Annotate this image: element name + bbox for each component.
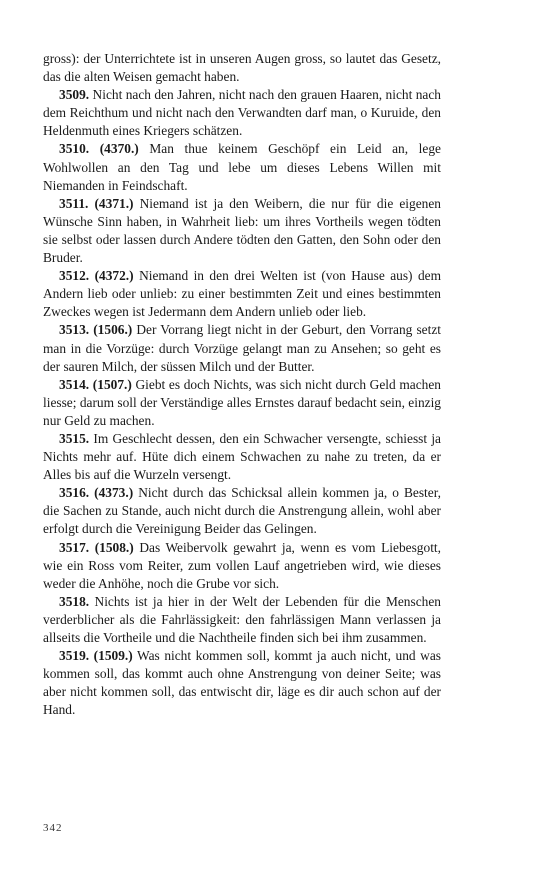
- verse-paragraph: [43, 539, 441, 593]
- verse-paragraph: [43, 140, 441, 194]
- verse-text: Im Geschlecht dessen, den ein Schwacher versengte, schiesst ja Nichts mehr auf. Hüte dich einem Schwachen zu nahe zu treten, da er Alles bis auf die Wurzeln versengt.: [43, 430, 441, 483]
- verse-text: Giebt es doch Nichts, was sich nicht durch Geld machen liesse; darum soll der Verständige alles Ernstes darauf bedacht sein, einzig nur Geld zu machen.: [43, 376, 441, 428]
- verse-text: Was nicht kommen soll, kommt ja auch nicht, und was kommen soll, das kommt auch ohne Anstrengung von deiner Seite; was aber nicht kommen soll, das entwischt dir, läge es dir auch schon auf der Hand.: [43, 648, 441, 718]
- verse-number: 3514. (1507.): [59, 376, 132, 392]
- continuation-paragraph: gross): der Unterrichtete ist in unseren Augen gross, so lautet das Gesetz, das die alten Weisen gemacht haben.: [43, 51, 441, 85]
- verse-paragraph: [43, 195, 441, 267]
- text-block: [43, 50, 441, 719]
- verse-list: [43, 86, 441, 719]
- verse-paragraph: [43, 593, 441, 647]
- verse-paragraph: [43, 376, 441, 430]
- verse-number: 3517. (1508.): [59, 539, 134, 555]
- verse-text: Das Weibervolk gewahrt ja, wenn es vom Liebesgott, wie ein Ross vom Reiter, zum vollen Lauf angetrieben wird, wie dieses weder die Anhöhe, noch die Grube vor sich.: [43, 539, 441, 591]
- verse-paragraph: [43, 430, 441, 484]
- verse-number: 3519. (1509.): [59, 648, 133, 664]
- verse-paragraph: [43, 647, 441, 719]
- verse-paragraph: [43, 267, 441, 321]
- verse-number: 3511. (4371.): [59, 195, 134, 211]
- verse-number: 3515.: [59, 430, 90, 446]
- verse-text: Niemand in den drei Welten ist (von Hause aus) dem Andern lieb oder unlieb: zu einer bestimmten Zeit und eines bestimmten Zweckes wegen ist Jedermann dem Andern unlieb oder lieb.: [43, 268, 441, 320]
- verse-paragraph: [43, 86, 441, 140]
- verse-text: Nicht durch das Schicksal allein kommen ja, o Bester, die Sachen zu Stande, auch nicht durch die Anstrengung allein, wohl aber erfolgt durch die Vereinigung Beider das Gelingen.: [43, 485, 441, 537]
- verse-text: Man thue keinem Geschöpf ein Leid an, lege Wohlwollen an den Tag und lebe um dieses Lebens Willen mit Niemanden in Feindschaft.: [43, 141, 441, 193]
- verse-number: 3513. (1506.): [59, 322, 133, 338]
- verse-number: 3510. (4370.): [59, 141, 139, 157]
- verse-text: Der Vorrang liegt nicht in der Geburt, den Vorrang setzt man in die Vorzüge: durch Vorzüge gelangt man zu Ansehen; so geht es der sauren Milch, der süssen Milch und der Butter.: [43, 322, 441, 374]
- verse-text: Nicht nach den Jahren, nicht nach den grauen Haaren, nicht nach dem Reichthum und nicht nach den Verwandten darf man, o Kuruide, den Heldenmuth eines Kriegers schätzen.: [43, 87, 441, 139]
- verse-text: Niemand ist ja den Weibern, die nur für die eigenen Wünsche Sinn haben, in Wahrheit lieb: um ihres Vortheils wegen tödten sie selbst oder lassen durch Andere tödten den Gatten, den Sohn oder den Bruder.: [43, 195, 441, 266]
- verse-number: 3516. (4373.): [59, 485, 134, 501]
- verse-number: 3512. (4372.): [59, 268, 134, 284]
- verse-paragraph: [43, 484, 441, 538]
- verse-number: 3509.: [59, 87, 90, 103]
- verse-paragraph: [43, 321, 441, 375]
- verse-number: 3518.: [59, 593, 90, 609]
- verse-text: Nichts ist ja hier in der Welt der Lebenden für die Menschen verderblicher als die Fahrlässigkeit: den fahrlässigen Mann verlassen ja allseits die Vortheile und die Nachtheile finden sich bei ihm zusammen.: [43, 593, 441, 645]
- page-number: 342: [43, 822, 63, 834]
